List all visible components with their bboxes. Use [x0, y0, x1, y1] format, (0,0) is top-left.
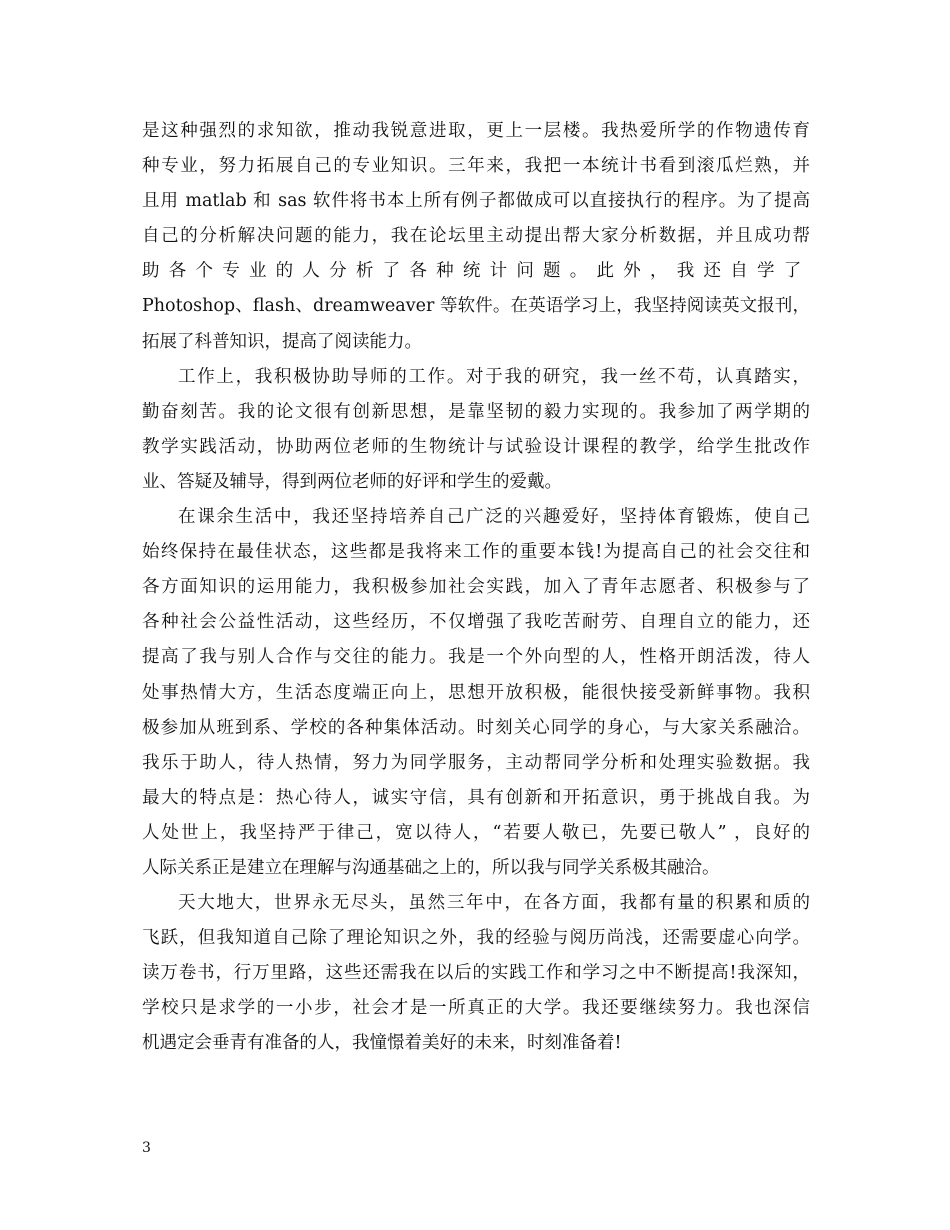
text-line: 各方面知识的运用能力，我积极参加社会实践，加入了青年志愿者、积极参与了 — [142, 577, 810, 598]
text-line: 各种社会公益性活动，这些经历，不仅增强了我吃苦耐劳、自理自立的能力，还 — [142, 612, 810, 633]
text-line: 人际关系正是建立在理解与沟通基础之上的，所以我与同学关系极其融洽。 — [142, 857, 720, 878]
text-line: 学校只是求学的一小步，社会才是一所真正的大学。我还要继续努力。我也深信 — [142, 998, 810, 1019]
text-line: 是这种强烈的求知欲，推动我锐意进取，更上一层楼。我热爱所学的作物遗传育 — [142, 121, 810, 141]
text-line: 拓展了科普知识，提高了阅读能力。 — [142, 331, 422, 352]
paragraph-first-line: 工作上，我积极协助导师的工作。对于我的研究，我一丝不苟，认真踏实， — [178, 366, 810, 387]
text-line: 教学实践活动，协助两位老师的生物统计与试验设计课程的教学，给学生批改作 — [142, 436, 810, 457]
text-line: 人处世上，我坚持严于律己，宽以待人，“若要人敬已，先要已敬人” ，良好的 — [142, 822, 810, 843]
text-line: 飞跃，但我知道自己除了理论知识之外，我的经验与阅历尚浅，还需要虚心向学。 — [142, 928, 810, 949]
text-line: 且用 matlab 和 sas 软件将书本上所有例子都做成可以直接执行的程序。为了提高 — [142, 191, 810, 212]
paragraph-first-line: 在课余生活中，我还坚持培养自己广泛的兴趣爱好，坚持体育锻炼，使自己 — [178, 507, 810, 528]
text-line: 种专业，努力拓展自己的专业知识。三年来，我把一本统计书看到滚瓜烂熟，并 — [142, 156, 810, 177]
text-line: 最大的特点是：热心待人，诚实守信，具有创新和开拓意识，勇于挑战自我。为 — [142, 787, 810, 808]
body-text — [142, 114, 810, 1062]
text-line: 业、答疑及辅导，得到两位老师的好评和学生的爱戴。 — [142, 471, 562, 492]
text-line: Photoshop、flash、dreamweaver 等软件。在英语学习上，我坚持阅读英文报刊， — [142, 296, 810, 317]
text-line: 处事热情大方，生活态度端正向上，思想开放积极，能很快接受新鲜事物。我积 — [142, 682, 810, 703]
text-line: 勤奋刻苦。我的论文很有创新思想，是靠坚韧的毅力实现的。我参加了两学期的 — [142, 401, 810, 422]
text-line: 机遇定会垂青有准备的人，我憧憬着美好的未来，时刻准备着! — [142, 1033, 622, 1054]
text-line: 读万卷书，行万里路，这些还需我在以后的实践工作和学习之中不断提高!我深知， — [142, 963, 810, 984]
page-number: 3 — [142, 1140, 151, 1156]
text-line: 始终保持在最佳状态，这些都是我将来工作的重要本钱!为提高自己的社会交往和 — [142, 542, 810, 563]
text-line: 极参加从班到系、学校的各种集体活动。时刻关心同学的身心，与大家关系融洽。 — [142, 717, 810, 738]
text-line: 助各个专业的人分析了各种统计问题。此外，我还自学了 — [142, 261, 810, 282]
text-line: 我乐于助人，待人热情，努力为同学服务，主动帮同学分析和处理实验数据。我 — [142, 752, 810, 773]
paragraph-first-line: 天大地大，世界永无尽头，虽然三年中，在各方面，我都有量的积累和质的 — [178, 893, 810, 914]
text-line: 自己的分析解决问题的能力，我在论坛里主动提出帮大家分析数据，并且成功帮 — [142, 226, 810, 247]
text-line: 提高了我与别人合作与交往的能力。我是一个外向型的人，性格开朗活泼，待人 — [142, 647, 810, 668]
